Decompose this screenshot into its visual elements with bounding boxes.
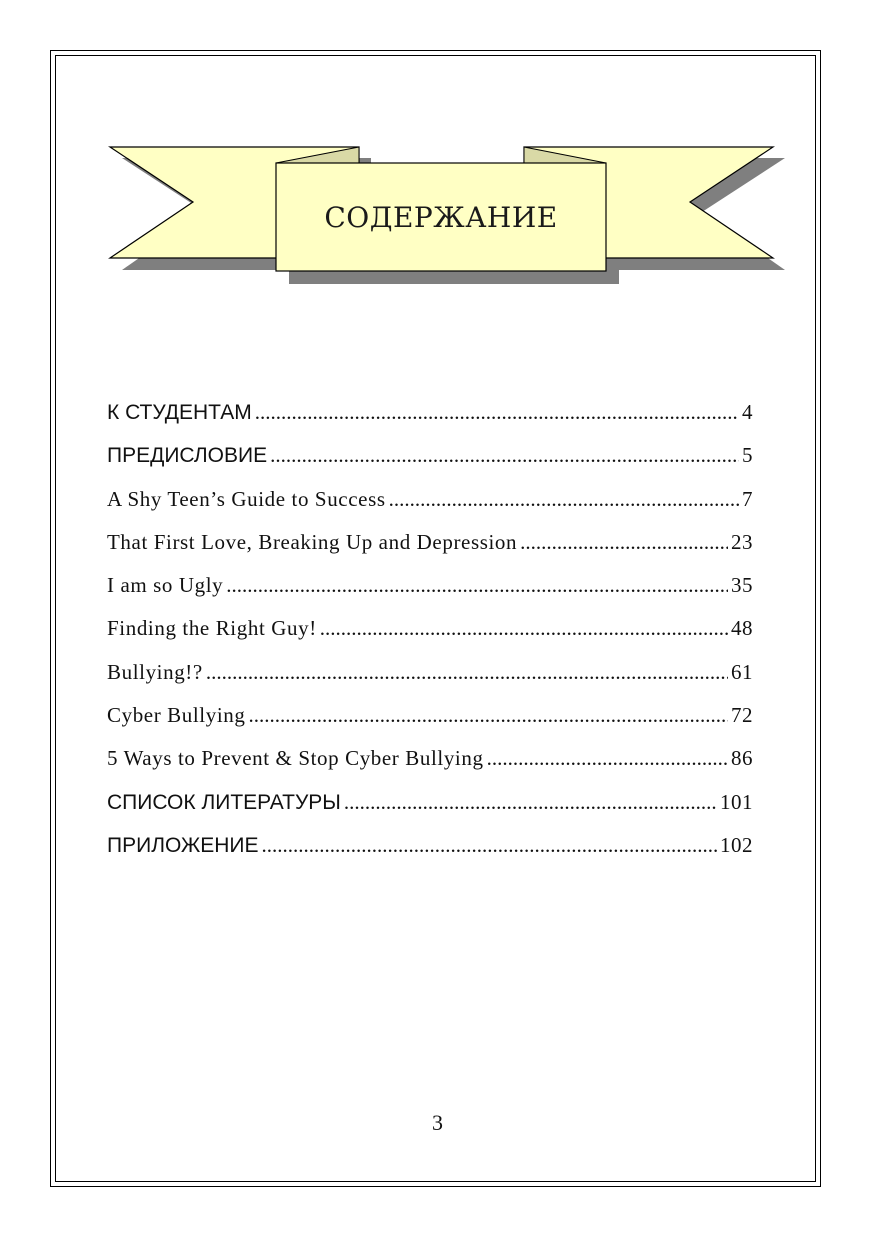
toc-entry [107,746,753,789]
toc-entry [107,487,753,530]
toc-entry [107,443,753,486]
toc-entry-title: СПИСОК ЛИТЕРАТУРЫ [107,790,341,814]
toc-entry-page: 7 [742,486,753,511]
toc-entry-page: 86 [731,746,753,771]
toc-entry-title: ПРЕДИСЛОВИЕ [107,444,268,468]
toc-entry-page: 48 [731,616,753,641]
toc-dot-leader [206,660,728,685]
toc-entry-title: A Shy Teen’s Guide to Success [107,486,386,511]
toc-entry-title: ПРИЛОЖЕНИЕ [107,833,259,857]
toc-entry-page: 4 [742,400,753,424]
toc-dot-leader [487,746,728,771]
contents-heading: СОДЕРЖАНИЕ [324,200,558,234]
toc-entry [107,660,753,703]
toc-dot-leader [344,790,717,815]
toc-entry-title: Cyber Bullying [107,703,246,728]
toc-dot-leader [248,703,728,728]
toc-entry-page: 102 [720,832,753,857]
toc-dot-leader [389,487,739,512]
toc-entry-title: 5 Ways to Prevent & Stop Cyber Bullying [107,746,484,771]
toc-entry-page: 101 [720,789,753,814]
toc-entry-title: Finding the Right Guy! [107,616,317,641]
toc-entry-page: 23 [731,529,753,554]
toc-dot-leader [270,443,739,468]
toc-entry [107,833,753,876]
toc-entry-page: 72 [731,703,753,728]
toc-entry-page: 35 [731,573,753,598]
toc-entry-title: That First Love, Breaking Up and Depression [107,529,518,554]
toc-dot-leader [262,833,717,858]
table-of-contents [107,400,753,876]
toc-entry [107,530,753,573]
toc-entry [107,616,753,659]
toc-entry-page: 61 [731,659,753,684]
toc-entry-title: I am so Ugly [107,573,224,598]
toc-entry [107,703,753,746]
page-number: 3 [432,1110,443,1135]
toc-entry [107,400,753,443]
toc-entry-page: 5 [742,443,753,468]
toc-dot-leader [226,573,728,598]
toc-entry [107,573,753,616]
toc-dot-leader [255,400,739,425]
toc-dot-leader [520,530,728,555]
toc-entry [107,790,753,833]
toc-entry-title: К СТУДЕНТАМ [107,401,252,424]
toc-entry-title: Bullying!? [107,659,203,684]
toc-dot-leader [320,616,728,641]
